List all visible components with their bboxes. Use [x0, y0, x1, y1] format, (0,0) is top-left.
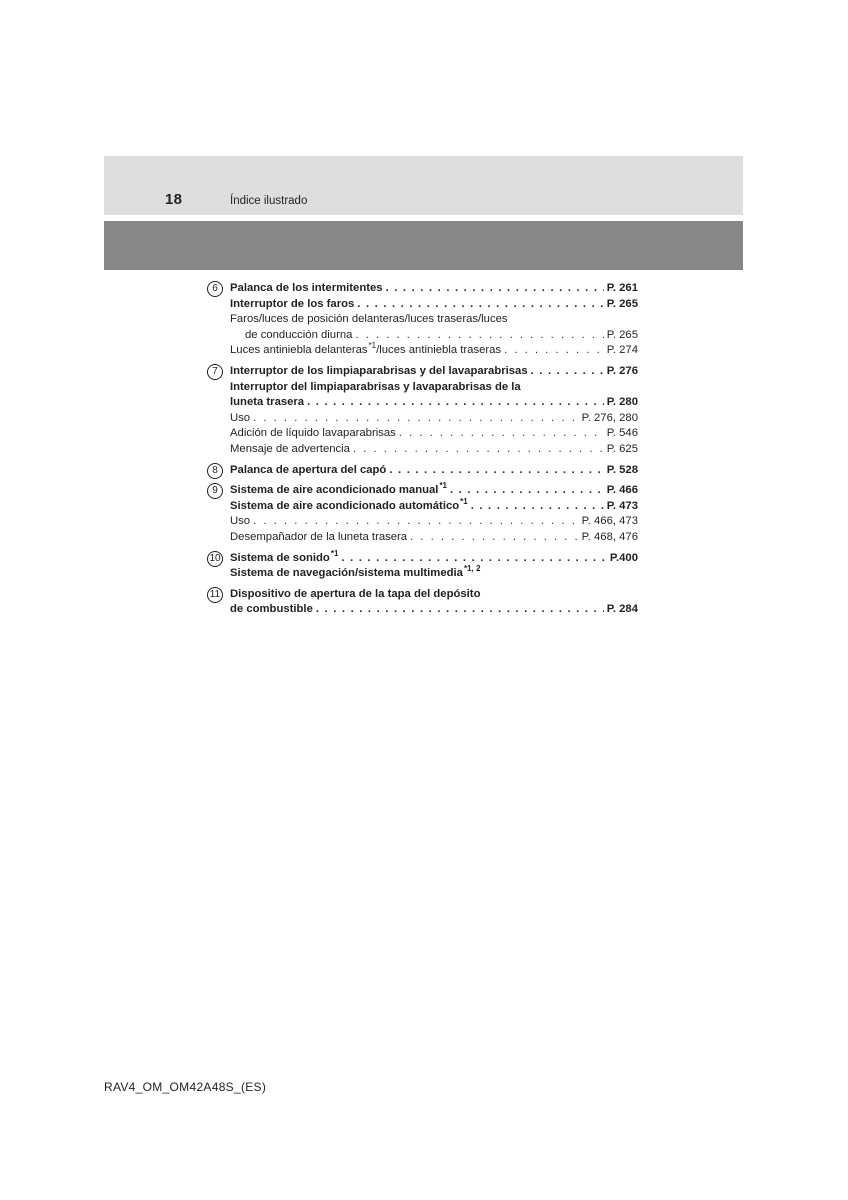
entry-label [230, 602, 313, 618]
index-entry [230, 411, 638, 427]
index-entry [230, 463, 638, 479]
entry-label-text: de combustible [230, 603, 313, 616]
entry-label [230, 530, 407, 546]
entry-label-text: Sistema de aire acondicionado manual [230, 484, 439, 497]
entry-label [230, 548, 339, 567]
entry-label [230, 587, 480, 603]
entry-label-text: luneta trasera [230, 396, 305, 409]
index-entry [230, 530, 638, 546]
index-group [207, 587, 638, 618]
footer-doc-code: RAV4_OM_OM42A48S_(ES) [104, 1080, 267, 1094]
dot-leader [357, 297, 603, 313]
dot-leader [389, 463, 603, 479]
dot-leader [450, 483, 604, 499]
index-entry [230, 548, 638, 567]
page-reference: P. 546 [606, 427, 638, 440]
index-group [207, 548, 638, 582]
index-entry [230, 343, 638, 359]
entry-label-text: Uso [230, 515, 251, 528]
header-bar [104, 156, 743, 215]
footnote-marker: *1 [330, 548, 339, 558]
page-reference: P. 466 [606, 484, 638, 497]
entry-label-text: Sistema de navegación/sistema multimedia [230, 567, 463, 580]
index-group [207, 463, 638, 479]
entry-label [230, 343, 501, 359]
index-entry [230, 483, 638, 499]
page-number: 18 [165, 191, 183, 208]
entry-label [230, 566, 480, 582]
index-group [207, 281, 638, 359]
page-reference: P. 276, 280 [581, 411, 638, 424]
page-reference: P. 261 [606, 282, 638, 294]
dot-leader [410, 530, 579, 546]
index-entry [230, 587, 638, 603]
footnote-marker: *1 [460, 496, 468, 506]
entry-label [230, 312, 508, 328]
entry-label-text: Faros/luces de posición delanteras/luces traseras/luces [230, 313, 508, 326]
dot-leader [307, 395, 604, 411]
index-entry [230, 380, 638, 396]
index-entry [230, 364, 638, 380]
entry-label-text: Palanca de los intermitentes [230, 282, 383, 294]
entry-label [230, 364, 528, 380]
index-group [207, 483, 638, 545]
entry-label [230, 463, 386, 479]
index-entry [230, 442, 638, 458]
entry-label-text: Sistema de aire acondicionado automático [230, 499, 460, 512]
index-entry [230, 328, 638, 344]
dot-leader [399, 426, 604, 442]
page-reference: P. 274 [606, 344, 638, 357]
index-entry [230, 312, 638, 328]
entry-label [230, 281, 383, 297]
footnote-marker: *1, 2 [463, 564, 481, 574]
header-band [104, 221, 743, 270]
footnote-marker: *1 [368, 341, 377, 351]
page-reference: P. 284 [606, 603, 638, 616]
entry-label-text: Sistema de sonido [230, 551, 330, 564]
index-entry [230, 602, 638, 618]
page-reference: P. 466, 473 [581, 515, 638, 528]
entry-label-text: Desempañador de la luneta trasera [230, 530, 408, 543]
entry-label [230, 442, 350, 458]
dot-leader [471, 499, 604, 515]
item-number-badge: 8 [207, 463, 223, 479]
entry-label-text: Palanca de apertura del capó [230, 463, 387, 476]
entry-label [230, 297, 354, 313]
dot-leader [353, 442, 604, 458]
item-number-badge: 6 [207, 281, 223, 297]
page-reference: P. 265 [606, 297, 638, 310]
page-reference: P. 265 [606, 328, 638, 341]
entry-label-text: Interruptor del limpiaparabrisas y lavaparabrisas de la [230, 380, 521, 393]
index-entry [230, 566, 638, 582]
entry-label-text: Uso [230, 411, 251, 424]
entry-label-text: Interruptor de los faros [230, 297, 355, 310]
entry-label [230, 483, 447, 499]
page-reference: P. 468, 476 [581, 530, 638, 543]
entry-label-text: Adición de líquido lavaparabrisas [230, 427, 396, 440]
entry-label [245, 328, 352, 344]
item-number-badge: 10 [207, 551, 223, 567]
entry-label [230, 496, 468, 515]
index-content [207, 281, 638, 618]
entry-label [230, 426, 396, 442]
dot-leader [355, 328, 603, 344]
index-entry [230, 395, 638, 411]
page-reference: P. 625 [606, 442, 638, 455]
page-reference: P. 528 [606, 463, 638, 476]
dot-leader [386, 281, 604, 297]
page-reference: P. 280 [606, 396, 638, 409]
index-entry [230, 426, 638, 442]
dot-leader [253, 514, 579, 530]
page-reference: P.400 [609, 551, 638, 564]
dot-leader [316, 602, 604, 618]
footnote-marker: *1 [439, 481, 447, 491]
entry-label [230, 395, 304, 411]
entry-label [230, 380, 521, 396]
entry-label-text: Interruptor de los limpiaparabrisas y del lavaparabrisas [230, 364, 528, 377]
index-entry [230, 514, 638, 530]
dot-leader [531, 364, 604, 380]
dot-leader [253, 411, 579, 427]
item-number-badge: 11 [207, 587, 223, 603]
dot-leader [504, 343, 604, 359]
entry-label-text: de conducción diurna [245, 328, 353, 341]
index-entry [230, 281, 638, 297]
entry-label-text: Luces antiniebla delanteras [230, 344, 368, 357]
entry-label-text: Dispositivo de apertura de la tapa del depósito [230, 587, 481, 600]
index-entry [230, 496, 638, 515]
page-reference: P. 473 [606, 499, 638, 512]
item-number-badge: 7 [207, 364, 223, 380]
page-reference: P. 276 [606, 364, 638, 377]
item-number-badge: 9 [207, 483, 223, 499]
entry-label-text: Mensaje de advertencia [230, 442, 350, 455]
section-title: Índice ilustrado [230, 195, 308, 207]
index-entry [230, 297, 638, 313]
index-group [207, 364, 638, 458]
entry-label [230, 514, 250, 530]
entry-label [230, 411, 250, 427]
entry-label-continuation: /luces antiniebla traseras [376, 344, 502, 357]
